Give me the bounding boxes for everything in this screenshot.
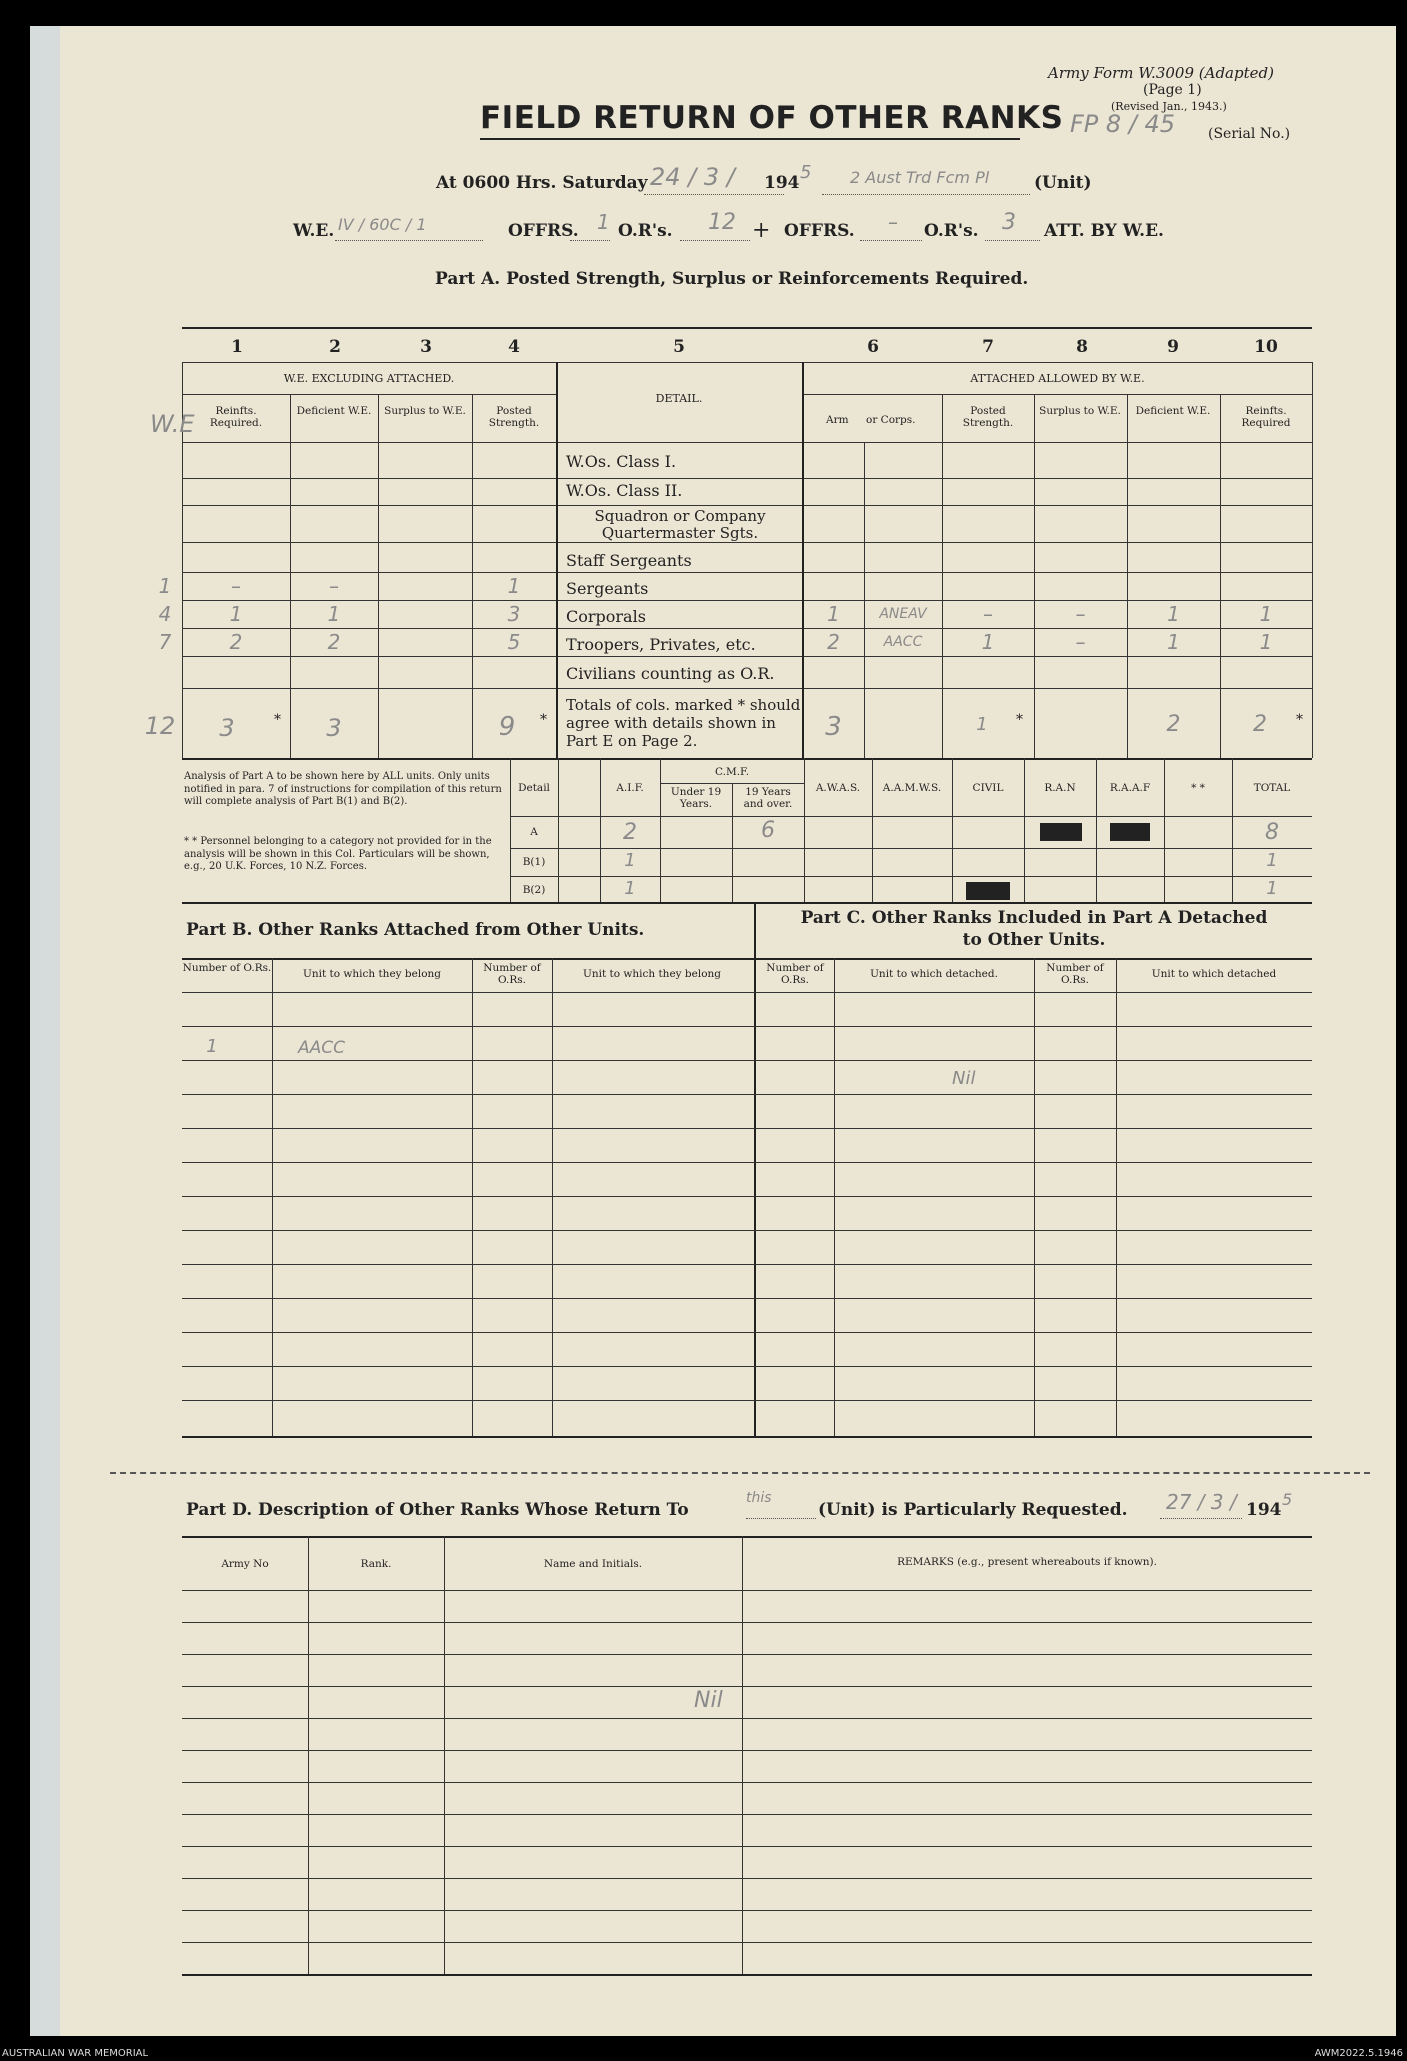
part-bc-rule	[182, 1332, 1312, 1333]
row-detail: Corporals	[566, 607, 646, 626]
offrs2-label: OFFRS.	[784, 221, 855, 241]
margin-value: 4	[158, 602, 172, 626]
part-d-rule	[182, 1814, 1312, 1815]
part-a-col-line	[864, 442, 865, 758]
part-d-rule	[182, 1590, 1312, 1591]
part-bc-bottom-rule	[182, 1436, 1312, 1438]
analysis-col-line	[558, 758, 559, 902]
ors2-label: O.R's.	[924, 221, 979, 241]
part-a-col-line	[556, 362, 558, 758]
year-handwritten: 5	[800, 162, 812, 183]
part-bc-col-line	[834, 958, 835, 1436]
part-bc-col-line	[552, 958, 553, 1436]
col-number-6: 6	[867, 337, 879, 357]
group-header-left: W.E. EXCLUDING ATTACHED.	[283, 372, 455, 385]
part-b-hdr-unit: Unit to which they belong	[302, 968, 442, 980]
part-d-hdr-army: Army No	[221, 1558, 269, 1570]
cell-value: 2	[229, 630, 243, 654]
star-marker: *	[274, 712, 281, 728]
analysis-hdr-under19: Under 19 Years.	[670, 786, 722, 810]
analysis-col-line	[804, 758, 805, 902]
footer-credit: AUSTRALIAN WAR MEMORIAL	[2, 2048, 149, 2059]
row-detail: Sergeants	[566, 579, 649, 598]
part-a-rule	[182, 394, 556, 395]
date-handwritten: 24 / 3 /	[650, 163, 735, 191]
cell-value: 3	[507, 602, 521, 626]
row-detail: Civilians counting as O.R.	[566, 664, 775, 683]
margin-value: 12	[144, 712, 176, 740]
part-a-top-rule	[182, 327, 1312, 329]
analysis-note-other: * * Personnel belonging to a category not provided for in the analysis will be shown in this Col. Particulars will be shown, e.g., 20 U.K. Forces, 10 N.Z. Forces.	[184, 836, 492, 872]
star-marker: *	[1296, 712, 1303, 728]
part-bc-rule	[182, 1060, 1312, 1061]
part-d-unit-underline	[746, 1518, 816, 1519]
cell-value: 1	[1259, 630, 1273, 654]
subhdr-deficient: Deficient W.E.	[296, 405, 372, 417]
part-d-rule	[182, 1782, 1312, 1783]
part-b-header-rule	[182, 958, 1312, 960]
part-d-date-underline	[1160, 1518, 1242, 1519]
part-bc-rule	[182, 992, 1312, 993]
col-number-7: 7	[982, 337, 994, 357]
offrs2-handwritten: –	[888, 210, 898, 234]
part-a-rule	[182, 688, 1312, 689]
row-detail: Troopers, Privates, etc.	[566, 635, 756, 654]
redaction-mark	[1110, 823, 1150, 841]
part-a-bottom-rule	[182, 758, 1312, 760]
part-d-top-rule	[182, 1536, 1312, 1538]
totals-detail: Totals of cols. marked * should agree with details shown in Part E on Page 2.	[566, 696, 801, 750]
part-b-hdr-num-2: Number of O.Rs.	[483, 962, 541, 986]
part-d-rule	[182, 1942, 1312, 1943]
form-page: (Page 1)	[1143, 82, 1202, 98]
unit-underline	[822, 194, 1030, 195]
analysis-col-line	[872, 758, 873, 902]
row-detail: W.Os. Class II.	[566, 481, 683, 500]
analysis-hdr-ran: R.A.N	[1044, 782, 1076, 794]
analysis-col-line	[1024, 758, 1025, 902]
form-id: Army Form W.3009 (Adapted)	[1048, 64, 1274, 82]
subhdr-arm: Arm	[826, 414, 849, 426]
part-c-hdr-unit: Unit to which detached.	[870, 968, 998, 980]
serial-label: (Serial No.)	[1208, 126, 1291, 142]
analysis-row-label: B(1)	[522, 856, 546, 868]
analysis-row-label: B(2)	[522, 884, 546, 896]
part-d-nil: Nil	[694, 1688, 723, 1713]
title-underline	[480, 138, 1020, 140]
part-d-title: Part D. Description of Other Ranks Whose Return To	[186, 1500, 689, 1520]
analysis-hdr-aamws: A.A.M.W.S.	[882, 782, 942, 794]
col-number-3: 3	[420, 337, 432, 357]
part-d-col-line	[308, 1536, 309, 1974]
serial-handwritten: FP 8 / 45	[1070, 110, 1176, 138]
part-bc-rule	[182, 1366, 1312, 1367]
we-handwritten: IV / 60C / 1	[338, 215, 427, 234]
unit-handwritten: 2 Aust Trd Fcm Pl	[850, 168, 990, 187]
part-c-hdr-num: Number of O.Rs.	[766, 962, 824, 986]
part-d-rule	[182, 1654, 1312, 1655]
analysis-hdr-awas: A.W.A.S.	[815, 782, 861, 794]
analysis-hdr-raaf: R.A.A.F	[1109, 782, 1151, 794]
part-d-rule	[182, 1750, 1312, 1751]
part-d-rule	[182, 1846, 1312, 1847]
total-value: 1	[976, 714, 988, 735]
cell-value: 2	[327, 630, 341, 654]
cell-value: 1	[827, 602, 840, 626]
star-marker: *	[1016, 712, 1023, 728]
subhdr-surplus: Surplus to W.E.	[384, 405, 466, 417]
ors2-handwritten: 3	[1002, 210, 1016, 235]
cell-value: 5	[507, 630, 521, 654]
part-c-nil: Nil	[952, 1068, 976, 1089]
part-d-rule	[182, 1878, 1312, 1879]
form-revised: (Revised Jan., 1943.)	[1111, 100, 1227, 113]
ors-underline	[680, 240, 750, 241]
subhdr-corps: or Corps.	[866, 414, 916, 426]
analysis-hdr-civil: CIVIL	[972, 782, 1004, 794]
cell-value: ANEAV	[879, 606, 927, 622]
page-title: FIELD RETURN OF OTHER RANKS	[480, 100, 1064, 136]
group-header-right: ATTACHED ALLOWED BY W.E.	[970, 372, 1145, 385]
col-number-2: 2	[329, 337, 341, 357]
part-d-rule	[182, 1622, 1312, 1623]
part-a-title: Part A. Posted Strength, Surplus or Reinforcements Required.	[435, 269, 1029, 289]
offrs2-underline	[860, 240, 922, 241]
part-bc-rule	[182, 1196, 1312, 1197]
analysis-col-line	[660, 758, 661, 902]
analysis-over19-value: 6	[761, 818, 775, 843]
part-d-rule	[182, 1718, 1312, 1719]
analysis-col-line	[952, 758, 953, 902]
analysis-hdr-total: TOTAL	[1253, 782, 1291, 794]
paper-left-strip	[30, 26, 60, 2036]
analysis-rule	[510, 848, 1312, 849]
analysis-note: Analysis of Part A to be shown here by ALL units. Only units notified in para. 7 of instructions for compilation of this return will complete analysis of Part B(1) and B(2).	[184, 771, 502, 807]
we-label: W.E.	[293, 221, 335, 241]
part-a-col-line	[1127, 394, 1128, 758]
subhdr-posted: Posted Strength.	[488, 405, 540, 429]
part-b-hdr-num: Number of O.Rs.	[182, 962, 272, 974]
part-d-year-handwritten: 5	[1282, 1490, 1293, 1509]
perforation-line	[110, 1472, 1370, 1474]
cell-value: 1	[1167, 630, 1180, 654]
analysis-total-value: 8	[1265, 820, 1279, 845]
footer-accession: AWM2022.5.1946	[1314, 2048, 1403, 2059]
analysis-aif-value: 2	[623, 820, 637, 845]
subhdr-att-deficient: Deficient W.E.	[1135, 405, 1211, 417]
part-bc-col-line	[472, 958, 473, 1436]
cell-value: 1	[507, 574, 521, 598]
analysis-col-line	[1096, 758, 1097, 902]
we-margin-note: W.E	[150, 410, 195, 438]
total-value: 9	[498, 712, 516, 742]
date-underline	[644, 194, 784, 195]
part-bc-rule	[182, 1162, 1312, 1163]
offrs-label: OFFRS.	[508, 221, 579, 241]
part-a-rule	[182, 505, 1312, 506]
subhdr-att-reinfts: Reinfts. Required	[1241, 405, 1291, 429]
part-bc-col-line	[272, 958, 273, 1436]
part-d-hdr-remarks: REMARKS (e.g., present whereabouts if known).	[897, 1556, 1157, 1568]
analysis-rule	[510, 876, 1312, 877]
analysis-col-line	[1164, 758, 1165, 902]
analysis-hdr-aif: A.I.F.	[616, 782, 644, 794]
part-b-hdr-unit-2: Unit to which they belong	[582, 968, 722, 980]
row-detail: Squadron or Company Quartermaster Sgts.	[594, 507, 766, 542]
total-value: 3	[326, 714, 342, 742]
part-a-col-line	[802, 362, 804, 758]
part-d-date-handwritten: 27 / 3 /	[1166, 1490, 1237, 1514]
part-c-title-line1: Part C. Other Ranks Included in Part A Detached	[800, 908, 1268, 928]
col-number-9: 9	[1167, 337, 1179, 357]
part-a-col-line	[942, 394, 943, 758]
part-d-title-b: (Unit) is Particularly Requested.	[818, 1500, 1128, 1520]
cell-value: –	[231, 574, 241, 598]
cell-value: 1	[327, 602, 341, 626]
part-d-year-printed: 194	[1246, 1500, 1282, 1520]
analysis-aif-value: 1	[624, 878, 636, 899]
part-a-rule	[182, 656, 1312, 657]
analysis-rule	[510, 816, 1312, 817]
analysis-hdr-cmf: C.M.F.	[714, 766, 750, 778]
cell-value: 1	[1259, 602, 1273, 626]
part-a-rule	[182, 442, 1312, 443]
analysis-hdr-over19: 19 Years and over.	[743, 786, 793, 810]
row-detail: W.Os. Class I.	[566, 452, 677, 471]
offrs-handwritten: 1	[597, 210, 610, 234]
col-number-1: 1	[231, 337, 243, 357]
part-a-col-line	[378, 394, 379, 758]
part-bc-rule	[182, 1026, 1312, 1027]
part-a-rule	[182, 362, 1312, 363]
star-marker: *	[540, 712, 547, 728]
analysis-bottom-rule	[182, 902, 1312, 904]
analysis-hdr-detail: Detail	[518, 782, 550, 794]
att-label: ATT. BY W.E.	[1044, 221, 1164, 241]
part-a-rule	[803, 394, 1312, 395]
subhdr-reinfts: Reinfts. Required.	[209, 405, 263, 429]
part-a-col-line	[1220, 394, 1221, 758]
plus-sign: +	[752, 218, 771, 243]
part-c-hdr-unit-2: Unit to which detached	[1151, 968, 1277, 980]
part-d-this-handwritten: this	[746, 1490, 772, 1506]
analysis-row-label: A	[530, 826, 538, 838]
margin-value: 7	[158, 630, 172, 654]
part-a-rule	[182, 478, 1312, 479]
part-bc-col-line	[1116, 958, 1117, 1436]
part-bc-rule	[182, 1230, 1312, 1231]
part-b-entry-unit: AACC	[298, 1038, 345, 1058]
cell-value: –	[1075, 630, 1086, 654]
cell-value: AACC	[883, 634, 923, 650]
cell-value: –	[1075, 602, 1086, 626]
redaction-mark	[966, 882, 1010, 900]
redaction-mark	[1040, 823, 1082, 841]
analysis-aif-value: 1	[624, 850, 636, 871]
row-detail: Staff Sergeants	[566, 551, 692, 570]
part-a-rule	[182, 572, 1312, 573]
detail-header: DETAIL.	[655, 392, 703, 405]
part-a-col-line	[1034, 394, 1035, 758]
total-value: 3	[825, 712, 842, 742]
part-bc-rule	[182, 1264, 1312, 1265]
part-d-rule	[182, 1910, 1312, 1911]
part-d-rule	[182, 1686, 1312, 1687]
cell-value: 1	[1167, 602, 1180, 626]
at-line-prefix: At 0600 Hrs. Saturday	[436, 173, 648, 193]
subhdr-att-surplus: Surplus to W.E.	[1039, 405, 1121, 417]
col-number-4: 4	[508, 337, 520, 357]
cell-value: –	[983, 602, 993, 626]
part-b-title: Part B. Other Ranks Attached from Other Units.	[186, 920, 645, 940]
part-bc-rule	[182, 1400, 1312, 1401]
part-bc-rule	[182, 1128, 1312, 1129]
ors-handwritten: 12	[708, 210, 736, 235]
total-value: 2	[1166, 712, 1181, 737]
cell-value: 1	[229, 602, 243, 626]
analysis-total-value: 1	[1266, 878, 1278, 899]
col-number-10: 10	[1254, 337, 1278, 357]
part-bc-col-line	[1034, 958, 1035, 1436]
ors-label: O.R's.	[618, 221, 673, 241]
subhdr-att-posted: Posted Strength.	[962, 405, 1014, 429]
part-d-col-line	[444, 1536, 445, 1974]
col-number-5: 5	[673, 337, 685, 357]
analysis-total-value: 1	[1266, 850, 1278, 871]
part-a-col-line	[1312, 362, 1313, 758]
part-b-entry-num: 1	[206, 1036, 218, 1057]
total-value: 2	[1253, 712, 1267, 737]
part-a-rule	[182, 628, 1312, 629]
col-number-8: 8	[1076, 337, 1088, 357]
we-underline	[335, 240, 483, 241]
cell-value: 2	[827, 630, 840, 654]
ors2-underline	[985, 240, 1040, 241]
part-c-title-line2: to Other Units.	[962, 930, 1106, 950]
margin-value: 1	[158, 574, 172, 598]
analysis-hdr-other: * *	[1191, 782, 1205, 794]
part-d-col-line	[742, 1536, 743, 1974]
part-d-hdr-name: Name and Initials.	[543, 1558, 643, 1570]
unit-label: (Unit)	[1034, 173, 1092, 193]
part-a-rule	[182, 542, 1312, 543]
part-d-hdr-rank: Rank.	[360, 1558, 392, 1570]
part-c-hdr-num-2: Number of O.Rs.	[1046, 962, 1104, 986]
total-value: 3	[219, 714, 235, 742]
part-bc-rule	[182, 1094, 1312, 1095]
part-a-rule	[182, 600, 1312, 601]
part-bc-rule	[182, 1298, 1312, 1299]
offrs-underline	[570, 240, 610, 241]
part-d-bottom-rule	[182, 1974, 1312, 1976]
cell-value: 1	[981, 630, 995, 654]
year-printed: 194	[764, 173, 800, 193]
cell-value: –	[329, 574, 339, 598]
